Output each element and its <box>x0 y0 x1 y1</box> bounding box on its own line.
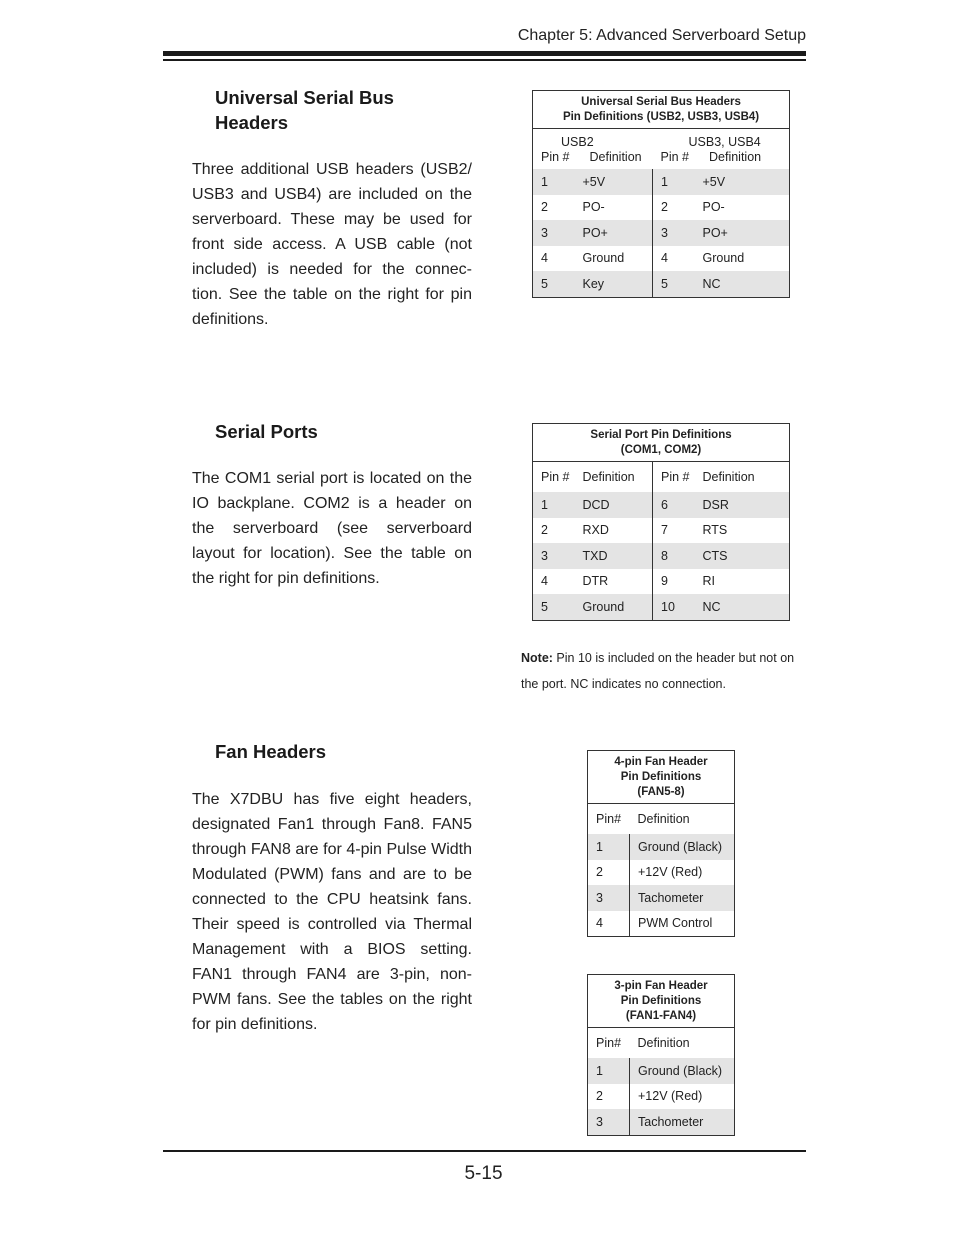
column-header-definition: Definition <box>575 462 653 493</box>
fan3-table-caption <box>588 975 735 1028</box>
table-row: 1 Ground (Black) <box>588 834 735 860</box>
column-header-definition: Definition <box>709 150 762 164</box>
table-row: 3 PO+ 3 PO+ <box>533 220 790 246</box>
table-row: 1 +5V 1 +5V <box>533 169 790 195</box>
fan4-pin-table <box>587 750 735 937</box>
footer-rule <box>163 1150 806 1152</box>
column-header-pin: Pin# <box>596 812 622 826</box>
column-header-pin: Pin # <box>660 150 689 164</box>
fan3-caption-line2: Pin Definitions <box>620 995 702 1007</box>
usb-caption-line1: Universal Serial Bus Headers <box>581 96 741 108</box>
fan3-header-row <box>588 1028 735 1059</box>
usb-title-line1: Universal Serial Bus <box>215 87 394 108</box>
usb-group-left <box>533 129 653 170</box>
usb-title-line2: Headers <box>215 112 289 133</box>
table-row: 2 PO- 2 PO- <box>533 195 790 221</box>
serial-header-row <box>533 462 790 493</box>
note-label: Note: <box>521 651 553 665</box>
table-row: 1 Ground (Black) <box>588 1058 735 1084</box>
table-row: 4 PWM Control <box>588 911 735 937</box>
column-header-pin: Pin # <box>661 470 690 484</box>
usb-description: Three additional USB headers (USB2/ USB3 and USB4) are included on the serverboard. These may be used for front side access. A USB cable (not included) is needed for the connec-tion. See the table on the right for pin definitions. <box>192 161 472 328</box>
table-row: 2 RXD 7 RTS <box>533 518 790 544</box>
fan-description: The X7DBU has five eight headers, designated Fan1 through Fan8. FAN5 through FAN8 are for 4-pin Pulse Width Modulated (PWM) fans and are to be connected to the CPU heatsink fans. Their speed is controlled via Thermal Management with a BIOS setting. FAN1 through FAN4 are 3-pin, non-PWM fans. See the tables on the right for pin definitions. <box>192 791 472 1033</box>
header-rule-thick <box>163 51 806 56</box>
fan4-caption-line2: Pin Definitions <box>620 771 702 783</box>
column-header-pin: Pin # <box>541 470 570 484</box>
note-text: Pin 10 is included on the header but not on the port. NC indicates no connection. <box>521 651 795 691</box>
fan3-pin-table <box>587 974 735 1136</box>
serial-note <box>521 645 805 697</box>
fan4-header-row <box>588 804 735 835</box>
table-row: 5 Key 5 NC <box>533 271 790 297</box>
serial-table-caption <box>533 424 790 462</box>
usb-pin-table <box>532 90 790 298</box>
fan4-caption-line1: 4-pin Fan Header <box>614 756 708 768</box>
table-row: 4 Ground 4 Ground <box>533 246 790 272</box>
fan3-caption-line3: (FAN1-FAN4) <box>625 1010 697 1022</box>
page-number: 5-15 <box>464 1163 503 1184</box>
usb-table-caption <box>533 91 790 129</box>
table-row: 2 +12V (Red) <box>588 860 735 886</box>
table-row: 1 DCD 6 DSR <box>533 492 790 518</box>
fan4-caption-line3: (FAN5-8) <box>637 786 685 798</box>
usb-group-left-label: USB2 <box>561 135 594 149</box>
table-row: 3 Tachometer <box>588 885 735 911</box>
serial-section-title: Serial Ports <box>215 421 318 442</box>
table-row: 3 TXD 8 CTS <box>533 543 790 569</box>
usb-section-title <box>215 85 445 135</box>
fan3-caption-line1: 3-pin Fan Header <box>614 980 708 992</box>
table-row: 5 Ground 10 NC <box>533 594 790 620</box>
usb-caption-line2: Pin Definitions (USB2, USB3, USB4) <box>562 111 760 123</box>
column-header-definition: Definition <box>637 1036 690 1050</box>
column-header-pin: Pin # <box>541 150 570 164</box>
column-header-definition: Definition <box>637 812 690 826</box>
fan-section-title: Fan Headers <box>215 741 327 762</box>
table-row: 4 DTR 9 RI <box>533 569 790 595</box>
serial-pin-table <box>532 423 790 621</box>
table-row: 3 Tachometer <box>588 1109 735 1135</box>
fan4-table-caption <box>588 751 735 804</box>
serial-caption-line2: (COM1, COM2) <box>620 444 702 456</box>
serial-description: The COM1 serial port is located on the IO backplane. COM2 is a header on the serverboard (see serverboard layout for location). See the table on the right for pin definitions. <box>192 470 472 587</box>
column-header-pin: Pin# <box>596 1036 622 1050</box>
column-header-definition: Definition <box>702 470 755 484</box>
usb-group-right <box>653 129 790 170</box>
usb-group-right-label: USB3, USB4 <box>688 135 761 149</box>
header-rule-thin <box>163 59 806 61</box>
serial-caption-line1: Serial Port Pin Definitions <box>590 429 732 441</box>
table-row: 2 +12V (Red) <box>588 1084 735 1110</box>
chapter-header: Chapter 5: Advanced Serverboard Setup <box>517 27 806 44</box>
column-header-definition: Definition <box>589 150 642 164</box>
